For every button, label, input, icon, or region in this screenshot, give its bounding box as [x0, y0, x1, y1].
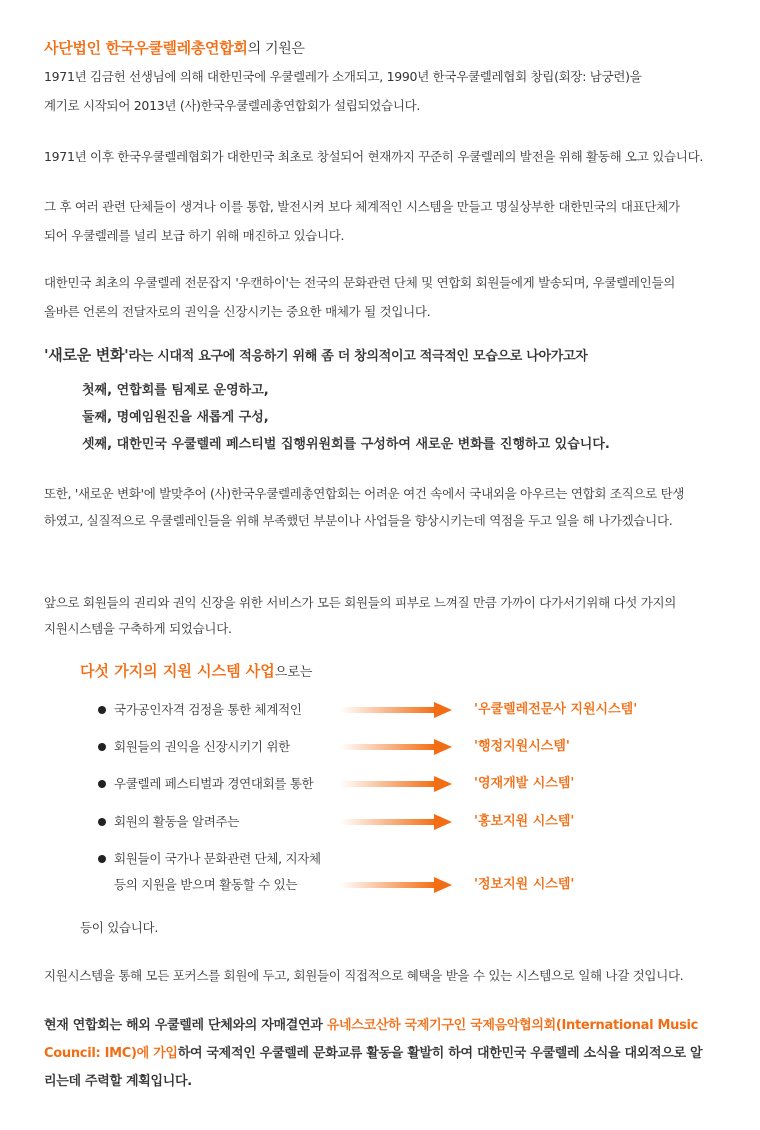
closing-part-1: 현재 연합회는 해외 우쿨렐레 단체와의 자매결연과: [44, 1018, 327, 1033]
para-history: 1971년 이후 한국우쿨렐레협회가 대한민국 최초로 창설되어 현재까지 꾸준히 우쿨렐레의 발전을 위해 활동해 오고 있습니다.: [44, 149, 704, 164]
bullet-icon: [98, 818, 106, 826]
five-systems-heading: [80, 660, 312, 681]
system-row-text: 회원의 활동을 알려주는: [114, 814, 240, 829]
system-row-text: 회원들의 권익을 신장시키기 위한: [114, 739, 290, 754]
arrow-right-icon: [340, 702, 452, 718]
system-name: '영재개발 시스템': [474, 776, 575, 791]
system-name: '홍보지원 시스템': [474, 814, 575, 829]
intro-line-2: 계기로 시작되어 2013년 (사)한국우쿨렐레총연합회가 설립되었습니다.: [44, 98, 421, 113]
intro-line-1: 1971년 김금헌 선생님에 의해 대한민국에 우쿨렐레가 소개되고, 1990년 한국우쿨렐레협회 창립(회장: 남궁련)을: [44, 69, 642, 84]
intro-head-suffix: 의 기원은: [247, 41, 305, 57]
bullet-icon: [98, 706, 106, 714]
para-change-line-2: 하였고, 실질적으로 우쿨렐레인들을 위해 부족했던 부분이나 사업들을 향상시키는데 역점을 두고 일을 해 나가겠습니다.: [44, 513, 673, 528]
bullet-icon: [98, 855, 106, 863]
bullet-icon: [98, 780, 106, 788]
system-row-text: 국가공인자격 검정을 통한 체계적인: [114, 702, 302, 717]
para-merge-line-2: 되어 우쿨렐레를 널리 보급 하기 위해 매진하고 있습니다.: [44, 228, 345, 243]
change-rest: 라는 시대적 요구에 적응하기 위해 좀 더 창의적이고 적극적인 모습으로 나아가고자: [128, 349, 588, 364]
para-magazine-line-2: 올바른 언론의 전달자로의 권익을 신장시키는 중요한 매체가 될 것입니다.: [44, 304, 431, 319]
system-row-text: 우쿨렐레 페스티벌과 경연대회를 통한: [114, 776, 314, 791]
org-name: 사단법인 한국우쿨렐레총연합회: [44, 39, 248, 57]
arrow-right-icon: [340, 877, 452, 893]
five-systems-title-suffix: 으로는: [274, 665, 313, 680]
system-row-2: [98, 736, 718, 760]
closing-paragraph: [44, 1012, 706, 1096]
para-future-line-2: 지원시스템을 구축하게 되었습니다.: [44, 621, 232, 636]
system-row-text-2: 등의 지원을 받으며 활동할 수 있는: [114, 877, 298, 892]
bullet-icon: [98, 743, 106, 751]
change-quote: '새로운 변화': [44, 346, 129, 364]
para-future-line-1: 앞으로 회원들의 권리와 권익 신장을 위한 서비스가 모든 회원들의 피부로 느껴질 만큼 가까이 다가서기위해 다섯 가지의: [44, 595, 677, 610]
system-row-3: [98, 773, 718, 797]
system-name: '우쿨렐레전문사 지원시스템': [474, 702, 638, 717]
system-row-1: [98, 699, 718, 723]
intro-heading: [44, 34, 724, 64]
arrow-right-icon: [340, 814, 452, 830]
system-row-text: 회원들이 국가나 문화관련 단체, 지자체: [114, 851, 321, 866]
para-focus: 지원시스템을 통해 모든 포커스를 회원에 두고, 회원들이 직접적으로 혜택을 받을 수 있는 시스템으로 일해 나갈 것입니다.: [44, 968, 684, 983]
para-magazine-line-1: 대한민국 최초의 우쿨렐레 전문잡지 '우캔하이'는 전국의 문화관련 단체 및 연합회 회원들에게 발송되며, 우쿨렐레인들의: [44, 275, 676, 290]
system-name: '행정지원시스템': [474, 739, 570, 754]
change-item-2: 둘째, 명예임원진을 새롭게 구성,: [82, 410, 269, 425]
para-change-line-1: 또한, '새로운 변화'에 발맞추어 (사)한국우쿨렐레총연합회는 어려운 여건 속에서 국내외을 아우르는 연합회 조직으로 탄생: [44, 486, 685, 501]
change-heading: [44, 341, 724, 371]
closing-part-2: 하여 국제적인 우쿨렐레 문화교류 활동을 활발히 하여 대한민국 우쿨렐레 소식을 대외적으로 알리는데 주력할 계획입니다.: [44, 1046, 703, 1089]
change-item-3: 셋째, 대한민국 우쿨렐레 페스티벌 집행위원회를 구성하여 새로운 변화를 진행하고 있습니다.: [82, 437, 610, 452]
five-systems-title: 다섯 가지의 지원 시스템 사업: [80, 662, 275, 680]
para-merge-line-1: 그 후 여러 관련 단체들이 생겨나 이를 통합, 발전시켜 보다 체계적인 시스템을 만들고 명실상부한 대한민국의 대표단체가: [44, 199, 680, 214]
system-name: '정보지원 시스템': [474, 877, 575, 892]
closing-highlight: 유네스코산하 국제기구인 국제음악협의회(International Music Council: IMC)에 가입: [44, 1018, 699, 1061]
change-item-1: 첫째, 연합회를 팀제로 운영하고,: [82, 383, 269, 398]
system-row-5: [98, 848, 718, 898]
arrow-right-icon: [340, 739, 452, 755]
system-row-4: [98, 811, 718, 835]
arrow-right-icon: [340, 776, 452, 792]
five-systems-footer: 등이 있습니다.: [80, 920, 158, 935]
